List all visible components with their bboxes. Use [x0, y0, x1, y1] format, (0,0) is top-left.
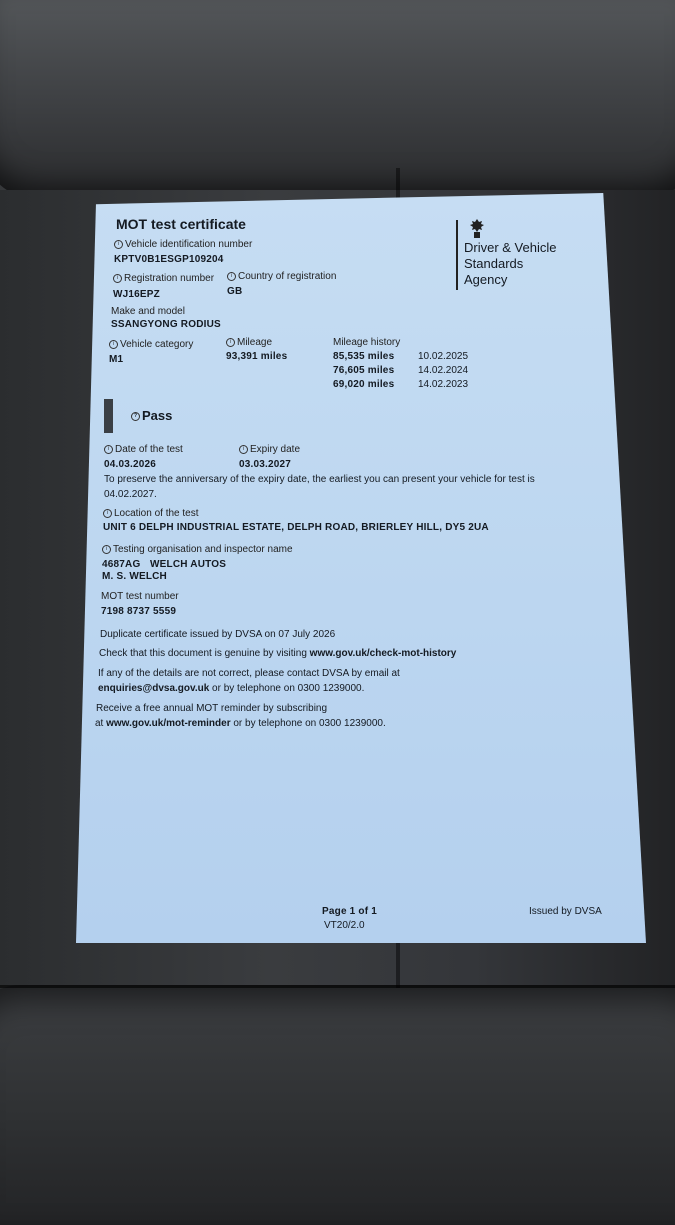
- form-code: VT20/2.0: [324, 920, 365, 931]
- inspector-name: M. S. WELCH: [102, 571, 167, 582]
- history-miles: 69,020 miles: [333, 379, 395, 390]
- preserve-note: To preserve the anniversary of the expiry date, the earliest you can present your vehicle for test is: [104, 474, 535, 485]
- test-number-value: 7198 8737 5559: [101, 606, 177, 617]
- info-icon: i: [114, 240, 123, 249]
- mileage-value: 93,391 miles: [226, 351, 288, 362]
- organisation-name: WELCH AUTOS: [150, 559, 227, 570]
- issued-by: Issued by DVSA: [529, 906, 602, 917]
- info-icon: i: [102, 545, 111, 554]
- result-status: ? Pass: [131, 408, 172, 423]
- test-date-label: i Date of the test: [104, 444, 183, 455]
- page-number: Page 1 of 1: [322, 906, 377, 917]
- check-link[interactable]: www.gov.uk/check-mot-history: [309, 648, 457, 659]
- vin-label: i Vehicle identification number: [114, 239, 252, 250]
- info-icon: i: [103, 509, 112, 518]
- contact-note: enquiries@dvsa.gov.uk or by telephone on 0300 1239000.: [98, 683, 365, 694]
- history-date: 14.02.2023: [418, 379, 469, 390]
- history-miles: 76,605 miles: [333, 365, 395, 376]
- history-date: 10.02.2025: [418, 351, 469, 362]
- location-value: UNIT 6 DELPH INDUSTRIAL ESTATE, DELPH ROAD, BRIERLEY HILL, DY5 2UA: [103, 522, 489, 533]
- info-icon: i: [239, 445, 248, 454]
- vin-value: KPTV0B1ESGP109204: [114, 254, 224, 265]
- reminder-note: at www.gov.uk/mot-reminder or by telephone on 0300 1239000.: [95, 718, 386, 729]
- info-icon: i: [226, 338, 235, 347]
- make-model-label: Make and model: [111, 306, 185, 317]
- result-bar: [104, 399, 113, 433]
- history-miles: 85,535 miles: [333, 351, 395, 362]
- agency-line: Standards: [464, 256, 524, 271]
- reminder-link[interactable]: www.gov.uk/mot-reminder: [106, 718, 231, 729]
- test-date-value: 04.03.2026: [104, 459, 157, 470]
- registration-label: i Registration number: [113, 273, 214, 284]
- agency-name: [464, 240, 556, 288]
- check-note: Check that this document is genuine by visiting www.gov.uk/check-mot-history: [99, 648, 457, 659]
- contact-note: If any of the details are not correct, please contact DVSA by email at: [98, 668, 400, 679]
- info-icon: i: [104, 445, 113, 454]
- test-number-label: MOT test number: [101, 591, 179, 602]
- reminder-note: Receive a free annual MOT reminder by subscribing: [96, 703, 328, 714]
- organisation-label: i Testing organisation and inspector name: [102, 544, 293, 555]
- royal-crest-icon: [463, 218, 491, 240]
- mileage-label: i Mileage: [226, 337, 272, 348]
- location-label: i Location of the test: [103, 508, 199, 519]
- info-icon: i: [109, 340, 118, 349]
- category-value: M1: [109, 354, 124, 365]
- agency-divider: [456, 220, 458, 290]
- organisation-code: 4687AG: [102, 559, 141, 570]
- registration-value: WJ16EPZ: [113, 289, 160, 300]
- mileage-history-label: Mileage history: [333, 337, 401, 348]
- info-icon: i: [113, 274, 122, 283]
- history-date: 14.02.2024: [418, 365, 469, 376]
- expiry-label: i Expiry date: [239, 444, 300, 455]
- info-icon: i: [227, 272, 236, 281]
- info-icon: ?: [131, 412, 140, 421]
- certificate-title: MOT test certificate: [116, 216, 246, 232]
- make-model-value: SSANGYONG RODIUS: [111, 319, 221, 330]
- agency-line: Driver & Vehicle: [464, 240, 557, 255]
- country-value: GB: [227, 286, 243, 297]
- expiry-value: 03.03.2027: [239, 459, 292, 470]
- contact-email[interactable]: enquiries@dvsa.gov.uk: [98, 683, 210, 694]
- agency-line: Agency: [464, 272, 508, 287]
- duplicate-note: Duplicate certificate issued by DVSA on 07 July 2026: [100, 629, 336, 640]
- category-label: i Vehicle category: [109, 339, 193, 350]
- preserve-note: 04.02.2027.: [104, 489, 157, 500]
- country-label: i Country of registration: [227, 271, 336, 282]
